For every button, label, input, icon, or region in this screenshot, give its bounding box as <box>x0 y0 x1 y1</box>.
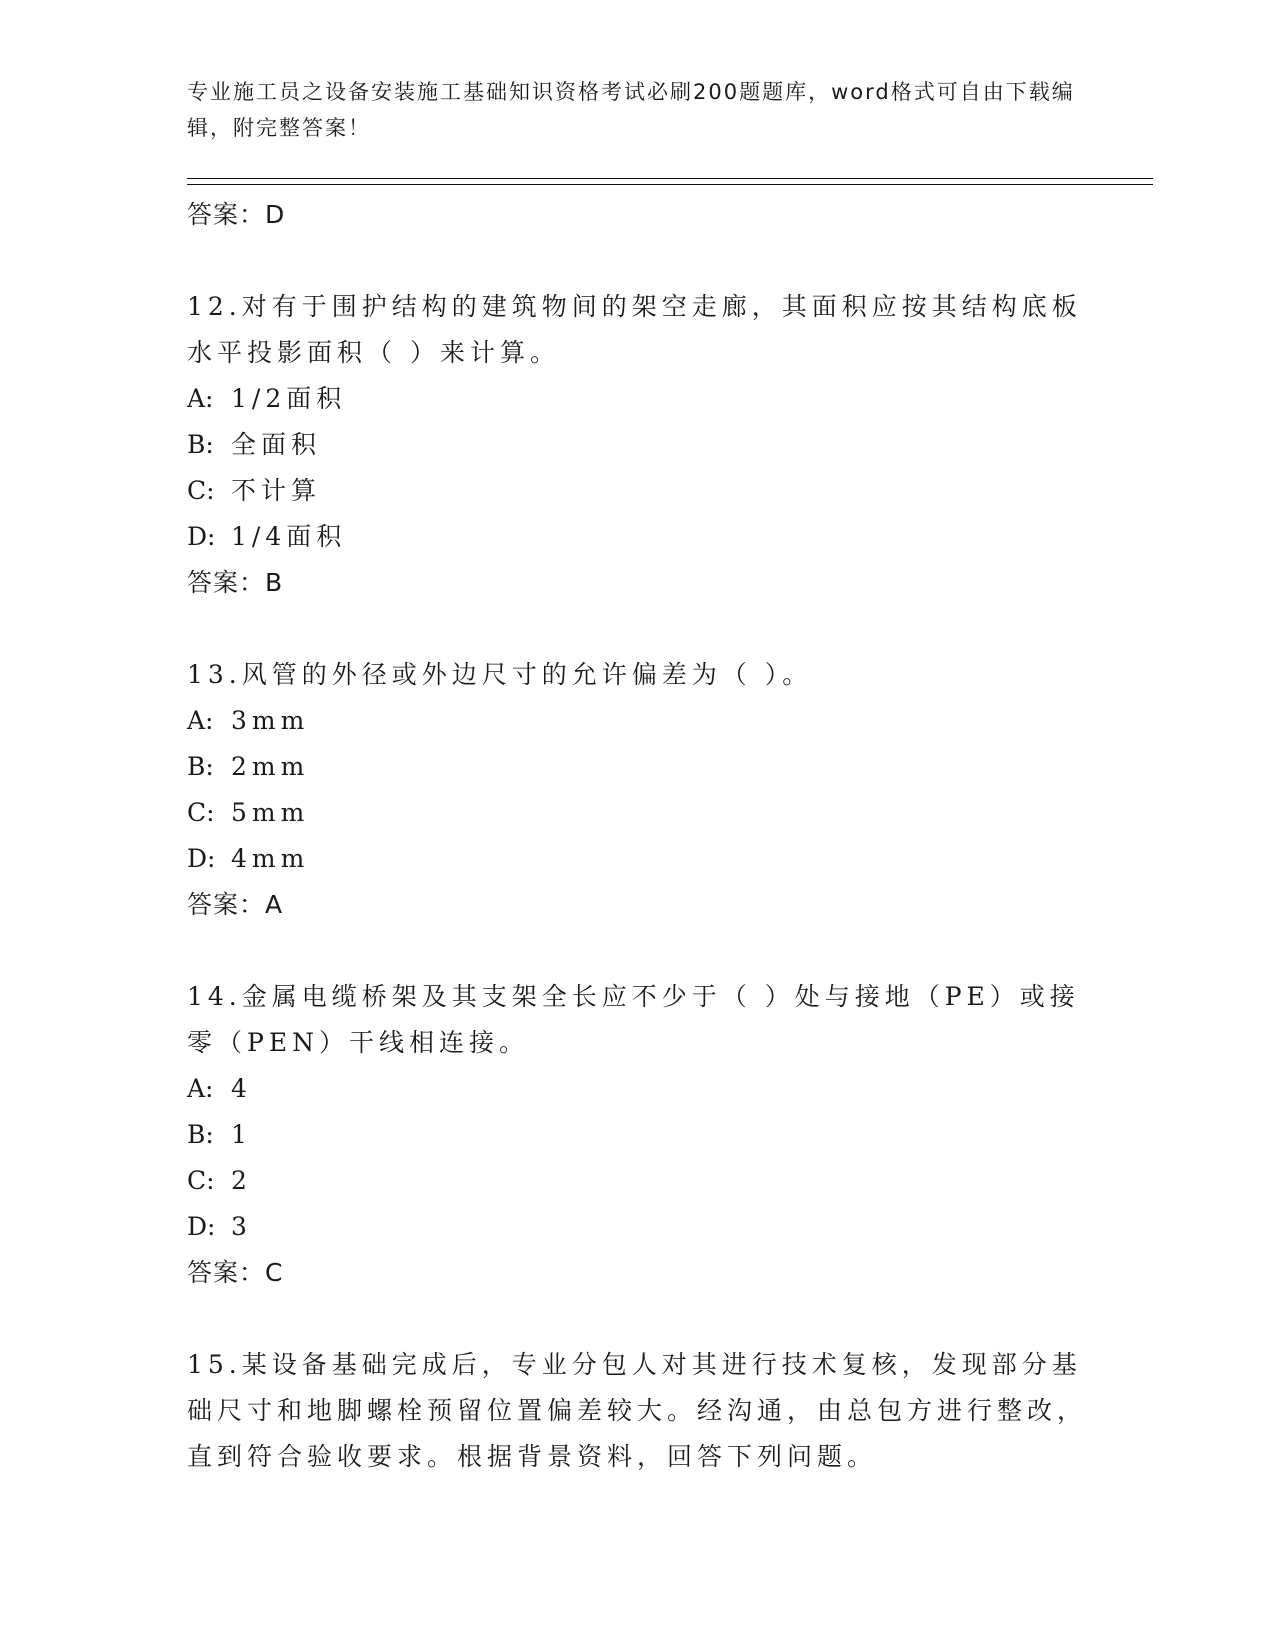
question-stem: 13.风管的外径或外边尺寸的允许偏差为（ ）。 <box>187 660 813 689</box>
question-13 <box>187 652 1087 928</box>
spacer <box>187 928 1087 974</box>
header-divider <box>187 178 1153 185</box>
option-d <box>187 1204 1087 1250</box>
option-text: 3 <box>231 1212 252 1241</box>
question-stem: 15.某设备基础完成后，专业分包人对其进行技术复核，发现部分基础尺寸和地脚螺栓预留位置偏差较大。经沟通，由总包方进行整改，直到符合验收要求。根据背景资料，回答下列问题。 <box>187 1350 1088 1471</box>
answer-line: 答案：B <box>187 568 284 597</box>
option-key: B: <box>187 752 214 781</box>
question-stem: 12.对有于围护结构的建筑物间的架空走廊，其面积应按其结构底板水平投影面积（ ）来计算。 <box>187 292 1082 367</box>
option-text: 4 <box>231 1074 252 1103</box>
option-a <box>187 376 1087 422</box>
option-key: C: <box>187 798 215 827</box>
question-15 <box>187 1342 1087 1480</box>
option-d <box>187 514 1087 560</box>
option-text: 不计算 <box>231 476 322 505</box>
option-key: C: <box>187 1166 215 1195</box>
option-b <box>187 744 1087 790</box>
spacer <box>187 1296 1087 1342</box>
spacer <box>187 606 1087 652</box>
option-key: B: <box>187 430 214 459</box>
option-a <box>187 1066 1087 1112</box>
option-key: C: <box>187 476 215 505</box>
option-text: 2mm <box>231 752 310 781</box>
answer-line: 答案：C <box>187 1258 284 1287</box>
option-c <box>187 790 1087 836</box>
page-header <box>187 74 1087 146</box>
question-stem: 14.金属电缆桥架及其支架全长应不少于（ ）处与接地（PE）或接零（PEN）干线相连接。 <box>187 982 1080 1057</box>
option-key: D: <box>187 522 216 551</box>
option-key: A: <box>187 706 214 735</box>
spacer <box>187 238 1087 284</box>
document-title: 专业施工员之设备安装施工基础知识资格考试必刷200题题库，word格式可自由下载编辑，附完整答案！ <box>187 80 1075 140</box>
option-key: B: <box>187 1120 214 1149</box>
option-text: 1/2面积 <box>231 384 347 413</box>
option-text: 2 <box>231 1166 252 1195</box>
answer-line: 答案：A <box>187 890 284 919</box>
option-key: D: <box>187 1212 216 1241</box>
option-key: A: <box>187 384 214 413</box>
option-text: 全面积 <box>231 430 322 459</box>
option-b <box>187 422 1087 468</box>
option-text: 1 <box>231 1120 252 1149</box>
option-key: A: <box>187 1074 214 1103</box>
question-14 <box>187 974 1087 1296</box>
option-text: 4mm <box>231 844 310 873</box>
option-d <box>187 836 1087 882</box>
option-text: 1/4面积 <box>231 522 347 551</box>
option-c <box>187 1158 1087 1204</box>
option-b <box>187 1112 1087 1158</box>
option-a <box>187 698 1087 744</box>
option-text: 5mm <box>231 798 310 827</box>
option-text: 3mm <box>231 706 310 735</box>
option-c <box>187 468 1087 514</box>
document-body <box>187 192 1087 1480</box>
previous-answer: 答案：D <box>187 200 286 229</box>
question-12 <box>187 284 1087 606</box>
option-key: D: <box>187 844 216 873</box>
